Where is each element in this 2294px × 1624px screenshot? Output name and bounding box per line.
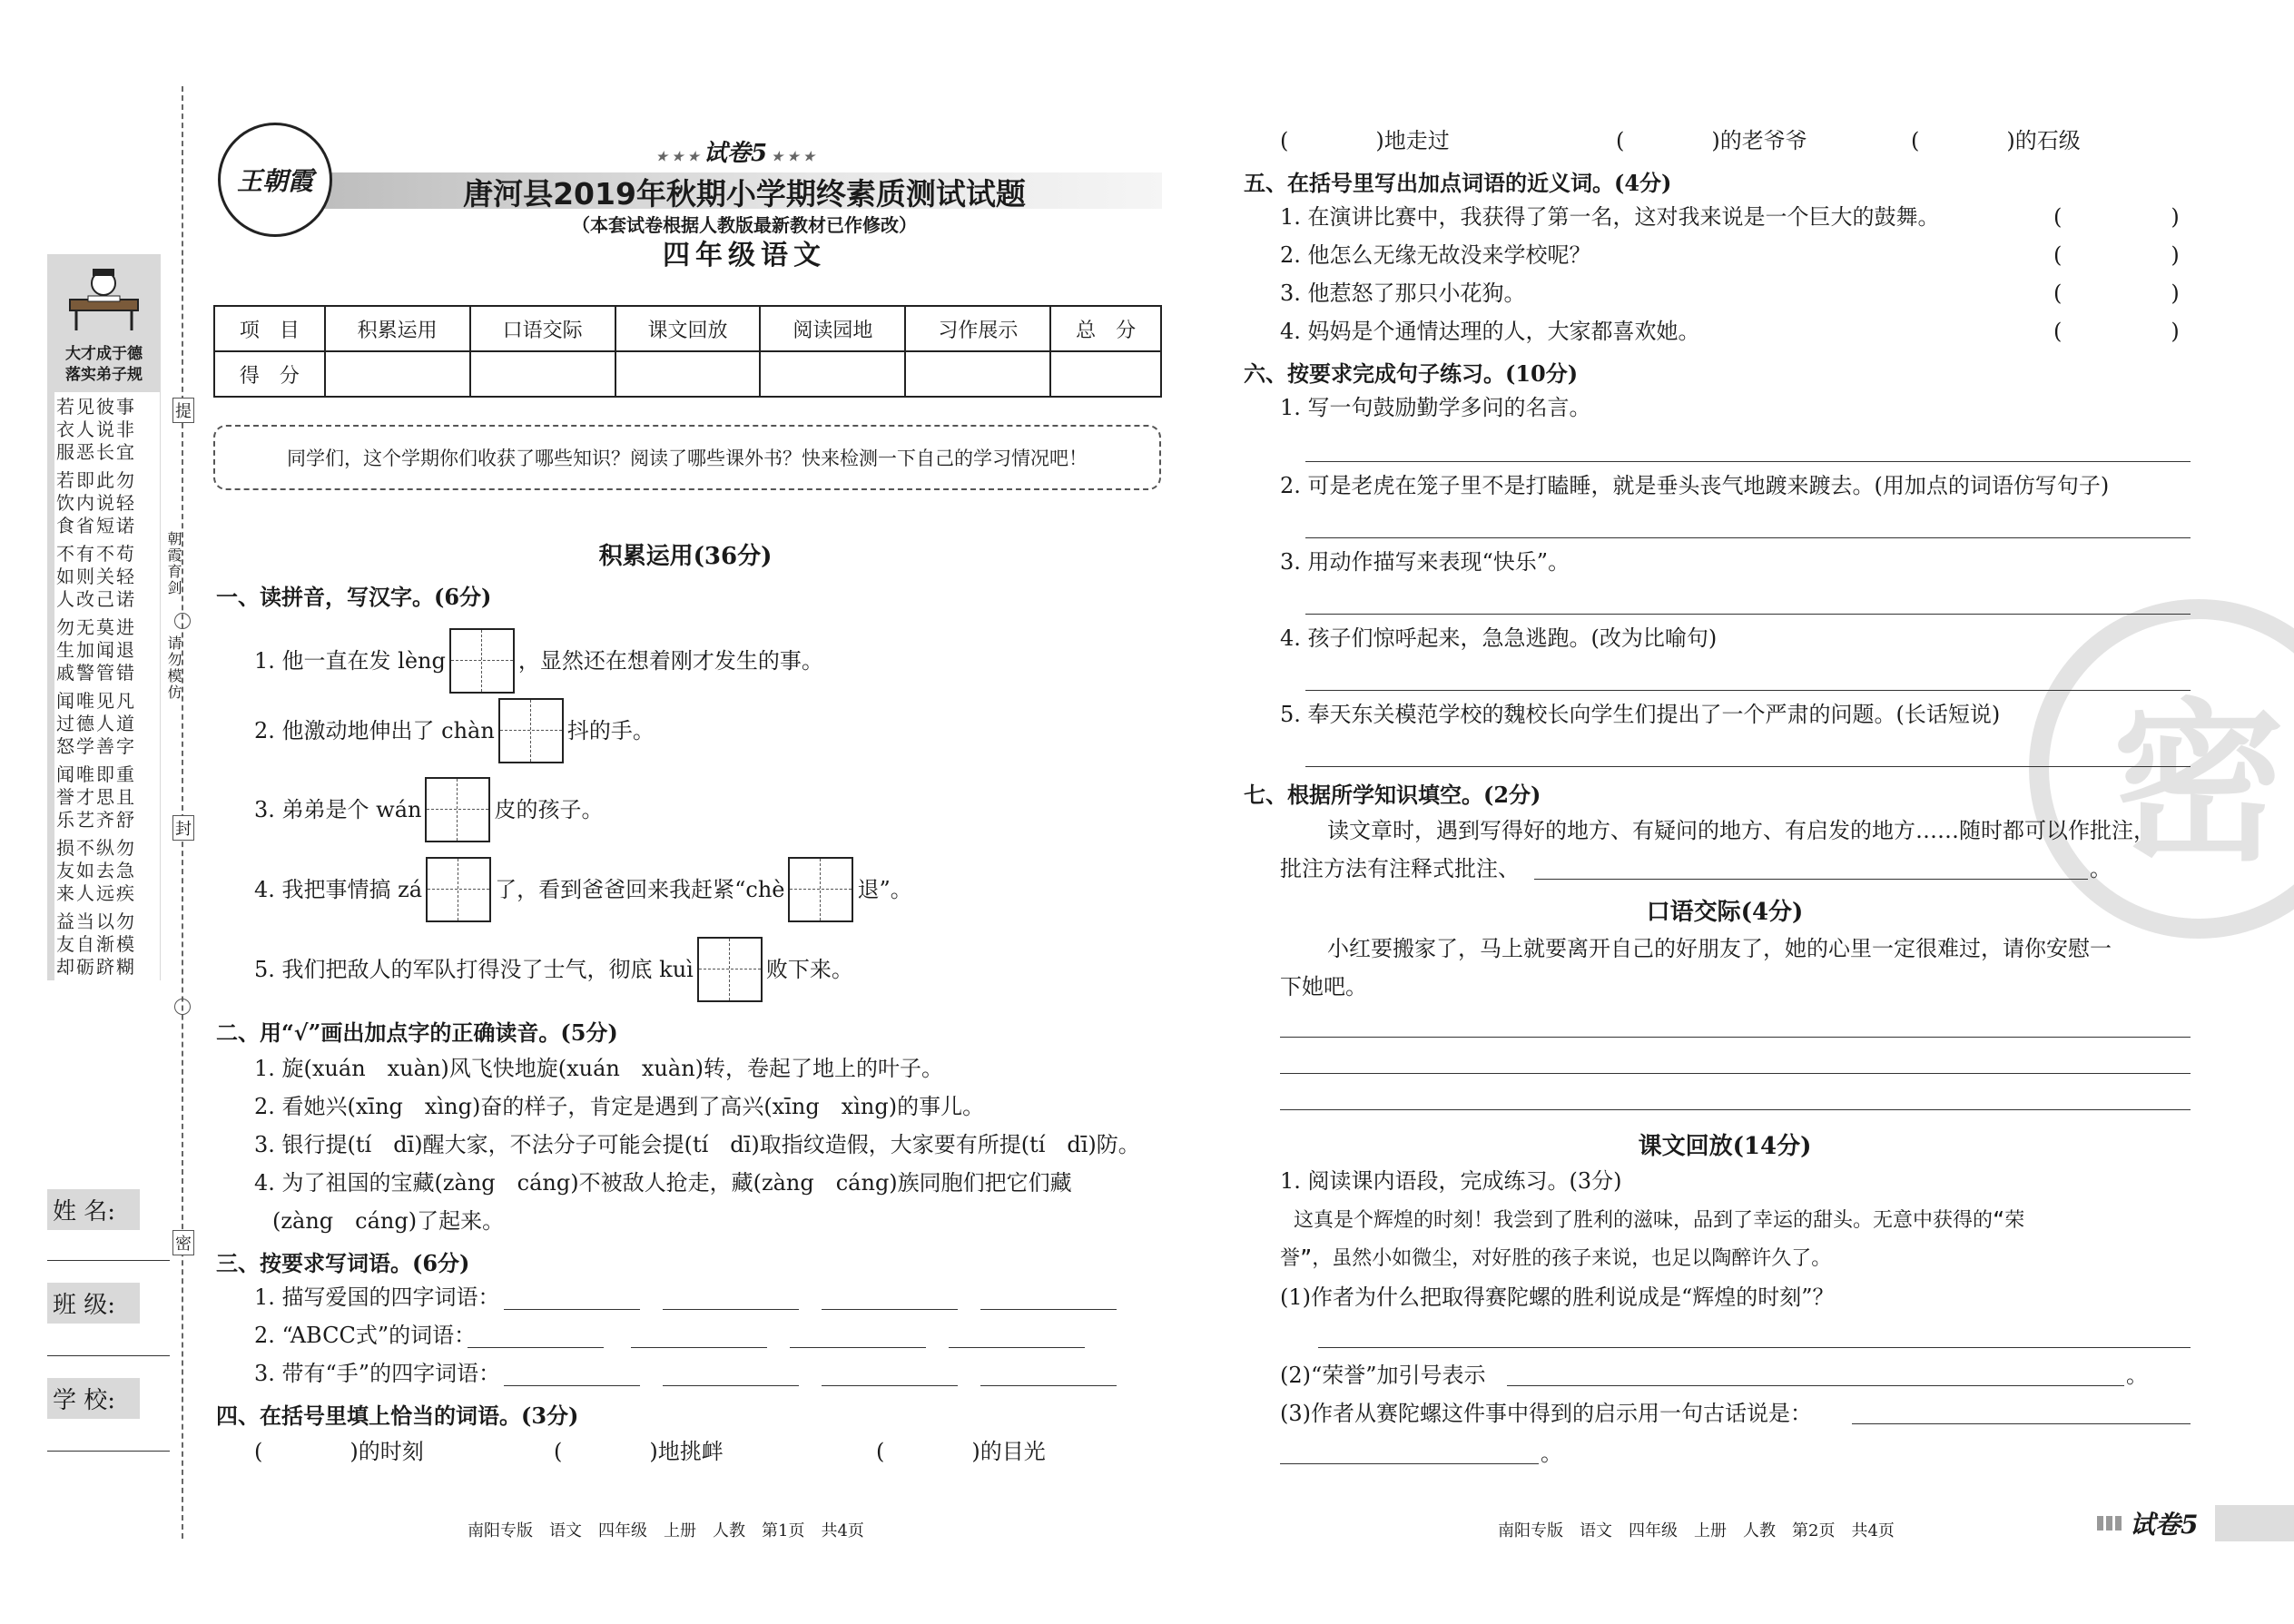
answer-line[interactable]	[504, 1385, 640, 1386]
brand-logo	[218, 123, 332, 237]
score-header-cell: 习作展示	[905, 306, 1050, 351]
poem-line: 闻唯即重	[56, 763, 136, 785]
answer-line[interactable]	[949, 1347, 1085, 1348]
poem-line: 损不纵勿	[56, 837, 136, 859]
poem-line: 如则关轻	[56, 566, 136, 587]
poem-line: 若见彼事	[56, 396, 136, 418]
kw-sub-3-end: 。	[1541, 1441, 1562, 1466]
q7-line-1: 读文章时，遇到写得好的地方、有疑问的地方、有启发的地方……随时都可以作批注，	[1327, 818, 2155, 843]
left-footer: 南阳专版 语文 四年级 上册 人教 第1页 共4页	[468, 1521, 864, 1540]
q1-item-2: 2. 他激动地伸出了 chàn 抖的手。	[254, 698, 655, 763]
answer-line[interactable]	[1280, 1037, 2191, 1038]
sidebar-circle-2	[174, 999, 191, 1015]
kw-q1: 1. 阅读课内语段，完成练习。(3分)	[1280, 1168, 1622, 1194]
q1-item-1: 1. 他一直在发 lèng ，显然还在想着刚才发生的事。	[254, 628, 823, 694]
name-label: 姓 名:	[47, 1189, 140, 1230]
exam-title: 唐河县2019年秋期小学期终素质测试试题	[463, 176, 1026, 212]
kw-passage-2: 誉”，虽然小如微尘，对好胜的孩子来说，也足以陶醉许久了。	[1280, 1247, 1832, 1270]
q4-item-3[interactable]: ( )的目光	[876, 1439, 1046, 1464]
q3-item-2: 2. “ABCC式”的词语：	[254, 1323, 477, 1348]
answer-line[interactable]	[1507, 1385, 2124, 1386]
writing-box[interactable]	[449, 628, 515, 694]
score-cell[interactable]	[615, 351, 761, 397]
section-kouyu: 口语交际(4分)	[1646, 899, 1804, 926]
answer-line[interactable]	[468, 1347, 604, 1348]
answer-line[interactable]	[631, 1347, 767, 1348]
score-header-cell: 项 目	[214, 306, 325, 351]
motto-2: 落实弟子规	[65, 366, 143, 384]
poem-line: 誉才思且	[56, 786, 136, 808]
poem-line: 饮内说轻	[56, 492, 136, 514]
answer-line[interactable]	[1534, 879, 2088, 880]
class-field[interactable]	[47, 1355, 170, 1356]
answer-line[interactable]	[1305, 537, 2191, 538]
answer-line[interactable]	[980, 1385, 1117, 1386]
score-table-header	[214, 306, 1161, 351]
q1-item-3: 3. 弟弟是个 wán 皮的孩子。	[254, 777, 603, 842]
q2-item-2: 2. 看她兴(xīng xìng)奋的样子，肯定是遇到了高兴(xīng xìng)的事儿。	[254, 1094, 985, 1119]
class-label: 班 级:	[47, 1283, 140, 1324]
q2-title: 二、用“√”画出加点字的正确读音。(5分)	[216, 1019, 618, 1046]
binding-line	[182, 86, 183, 1539]
kouyu-line-2: 下她吧。	[1280, 974, 1367, 999]
q5-paren-3[interactable]: ( )	[2053, 281, 2180, 306]
star-icon: ★ ★ ★	[655, 150, 704, 164]
q5-item-3: 3. 他惹怒了那只小花狗。	[1280, 281, 1526, 306]
answer-line[interactable]	[822, 1309, 958, 1310]
poem-line: 人改己诺	[56, 588, 136, 610]
answer-line[interactable]	[663, 1309, 799, 1310]
sidebar-tag-ti: 提	[172, 398, 194, 423]
poem-line: 若即此勿	[56, 469, 136, 491]
answer-line[interactable]	[1280, 1109, 2191, 1110]
sidebar-tag-qingwu: 请勿模仿	[165, 635, 182, 701]
q6-title: 六、按要求完成句子练习。(10分)	[1244, 360, 1579, 387]
poem-line: 却砺跻糊	[56, 956, 136, 978]
poem-line: 来人远疾	[56, 882, 136, 904]
q1-item-4: 4. 我把事情搞 zá 了，看到爸爸回来我赶紧“chè 退”。	[254, 857, 912, 922]
answer-line[interactable]	[1318, 1347, 2191, 1348]
q5-paren-4[interactable]: ( )	[2053, 319, 2180, 344]
poem-line: 服恶长宜	[56, 441, 136, 463]
answer-line[interactable]	[1305, 614, 2191, 615]
q5-title: 五、在括号里写出加点词语的近义词。(4分)	[1244, 170, 1672, 196]
score-header-cell: 总 分	[1050, 306, 1161, 351]
poem-line: 益当以勿	[56, 910, 136, 932]
score-table	[213, 305, 1162, 398]
kw-sub-1: (1)作者为什么把取得赛陀螺的胜利说成是“辉煌的时刻”？	[1280, 1284, 1835, 1310]
score-cell[interactable]	[760, 351, 905, 397]
name-field[interactable]	[47, 1260, 170, 1261]
answer-line[interactable]	[1305, 766, 2191, 767]
kw-passage-1: 这真是个辉煌的时刻！我尝到了胜利的滋味，品到了幸运的甜头。无意中获得的“荣	[1294, 1209, 2025, 1232]
intro-text: 同学们，这个学期你们收获了哪些知识？阅读了哪些课外书？快来检测一下自己的学习情况吧！	[287, 448, 1088, 469]
q1-item-5: 5. 我们把敌人的军队打得没了士气，彻底 kuì 败下来。	[254, 937, 853, 1002]
q4-item-1[interactable]: ( )的时刻	[254, 1439, 424, 1464]
logo-text: 王朝霞	[236, 166, 313, 196]
q7-end: 。	[2090, 856, 2112, 881]
poem-line: 友自渐模	[56, 933, 136, 955]
poem-line: 生加闻退	[56, 639, 136, 661]
poem-line: 衣人说非	[56, 418, 136, 440]
answer-line[interactable]	[1280, 1073, 2191, 1074]
scholar-illustration	[65, 265, 143, 338]
right-footer: 南阳专版 语文 四年级 上册 人教 第2页 共4页	[1498, 1521, 1895, 1540]
paper-label: ★ ★ ★ 试卷5 ★ ★ ★	[655, 140, 815, 167]
answer-line[interactable]	[1305, 461, 2191, 462]
poem-line: 勿无莫进	[56, 616, 136, 638]
q6-item-2: 2. 可是老虎在笼子里不是打瞌睡，就是垂头丧气地踱来踱去。(用加点的词语仿写句子)	[1280, 473, 2110, 498]
score-row-label: 得 分	[214, 351, 325, 397]
q2-item-4: 4. 为了祖国的宝藏(zàng cáng)不被敌人抢走，藏(zàng cáng)族同胞们把它们藏	[254, 1170, 1072, 1196]
poem-grid	[54, 392, 160, 988]
q6-item-4: 4. 孩子们惊呼起来，急急逃跑。(改为比喻句)	[1280, 625, 1718, 651]
watermark-seal	[2029, 599, 2294, 939]
answer-line[interactable]	[504, 1309, 640, 1310]
sidebar-circle-1	[174, 613, 191, 629]
paper-tag-text: 试卷5	[2130, 1510, 2199, 1540]
section-jilei: 积累运用(36分)	[598, 543, 773, 570]
score-table-row	[214, 351, 1161, 397]
watermark-text: 密	[2112, 683, 2285, 884]
q3-item-3: 3. 带有“手”的四字词语：	[254, 1361, 501, 1386]
section-kewen: 课文回放(14分)	[1638, 1133, 1812, 1160]
kw-sub-2-end: 。	[2126, 1363, 2148, 1388]
q5-item-2: 2. 他怎么无缘无故没来学校呢？	[1280, 242, 1591, 268]
subject-title: 四年级语文	[663, 240, 826, 271]
q5-item-1: 1. 在演讲比赛中，我获得了第一名，这对我来说是一个巨大的鼓舞。	[1280, 204, 1940, 230]
q7-title: 七、根据所学知识填空。(2分)	[1244, 782, 1541, 808]
q7-line-2: 批注方法有注释式批注、	[1280, 856, 1520, 881]
q6-item-3: 3. 用动作描写来表现“快乐”。	[1280, 549, 1570, 575]
score-cell[interactable]	[905, 351, 1050, 397]
kw-sub-3: (3)作者从赛陀螺这件事中得到的启示用一句古话说是：	[1280, 1401, 1812, 1426]
score-header-cell: 口语交际	[470, 306, 615, 351]
poem-line: 不有不苟	[56, 543, 136, 565]
q6-item-5: 5. 奉天东关模范学校的魏校长向学生们提出了一个严肃的问题。(长话短说)	[1280, 702, 2001, 727]
writing-box[interactable]	[697, 937, 763, 1002]
star-icon: ★ ★ ★	[767, 150, 815, 164]
writing-box[interactable]	[425, 777, 490, 842]
sidebar-motto-box	[47, 254, 161, 980]
q4-cont-2[interactable]: ( )的老爷爷	[1616, 128, 1807, 153]
writing-box[interactable]	[426, 857, 491, 922]
poem-line: 乐艺齐舒	[56, 809, 136, 831]
poem-line: 怒学善字	[56, 735, 136, 757]
poem-line: 食省短诺	[56, 515, 136, 536]
q2-item-5: (zàng cáng)了起来。	[272, 1208, 505, 1234]
q4-item-2[interactable]: ( )地挑衅	[554, 1439, 724, 1464]
q3-item-1: 1. 描写爱国的四字词语：	[254, 1284, 500, 1310]
answer-line[interactable]	[1852, 1423, 2191, 1424]
kouyu-line-1: 小红要搬家了，马上就要离开自己的好朋友了，她的心里一定很难过，请你安慰一	[1327, 936, 2112, 961]
score-cell[interactable]	[470, 351, 615, 397]
writing-box[interactable]	[788, 857, 853, 922]
sidebar-tag-chaoxia: 朝霞育剑	[165, 531, 182, 596]
q3-title: 三、按要求写词语。(6分)	[216, 1250, 470, 1276]
q2-item-1: 1. 旋(xuán xuàn)风飞快地旋(xuán xuàn)转，卷起了地上的叶子。	[254, 1056, 944, 1081]
score-cell[interactable]	[1050, 351, 1161, 397]
q6-item-1: 1. 写一句鼓励勤学多问的名言。	[1280, 395, 1591, 420]
tag-squares-icon	[2097, 1516, 2122, 1530]
exam-note: （本套试卷根据人教版最新教材已作修改）	[572, 214, 917, 236]
q5-item-4: 4. 妈妈是个通情达理的人，大家都喜欢她。	[1280, 319, 1700, 344]
score-header-cell: 课文回放	[615, 306, 761, 351]
q5-paren-2[interactable]: ( )	[2053, 242, 2180, 268]
sidebar-tag-feng: 封	[172, 815, 194, 841]
intro-box	[213, 425, 1161, 490]
answer-line[interactable]	[1305, 690, 2191, 691]
score-header-cell: 阅读园地	[760, 306, 905, 351]
answer-line[interactable]	[790, 1347, 926, 1348]
kw-sub-2: (2)“荣誉”加引号表示	[1280, 1363, 1486, 1388]
q2-item-3: 3. 银行提(tí dī)醒大家，不法分子可能会提(tí dī)取指纹造假，大家要有所提(tí dī)防。	[254, 1132, 1140, 1157]
school-field[interactable]	[47, 1451, 170, 1452]
score-cell[interactable]	[325, 351, 470, 397]
q4-cont-3[interactable]: ( )的石级	[1911, 128, 2081, 153]
motto-1: 大才成于德	[65, 345, 143, 363]
poem-line: 过德人道	[56, 713, 136, 734]
q4-title: 四、在括号里填上恰当的词语。(3分)	[216, 1403, 579, 1429]
writing-box[interactable]	[498, 698, 564, 763]
answer-line[interactable]	[980, 1309, 1117, 1310]
paper-tag	[2097, 1505, 2294, 1541]
poem-line: 戚警管错	[56, 662, 136, 684]
sidebar-tag-mi: 密	[172, 1230, 194, 1255]
answer-line[interactable]	[1280, 1463, 1539, 1464]
poem-line: 友如去急	[56, 860, 136, 881]
school-label: 学 校:	[47, 1378, 140, 1419]
q4-cont-1[interactable]: ( )地走过	[1280, 128, 1450, 153]
q5-paren-1[interactable]: ( )	[2053, 204, 2180, 230]
answer-line[interactable]	[822, 1385, 958, 1386]
answer-line[interactable]	[663, 1385, 799, 1386]
poem-line: 闻唯见凡	[56, 690, 136, 712]
score-header-cell: 积累运用	[325, 306, 470, 351]
q1-title: 一、读拼音，写汉字。(6分)	[216, 584, 492, 610]
